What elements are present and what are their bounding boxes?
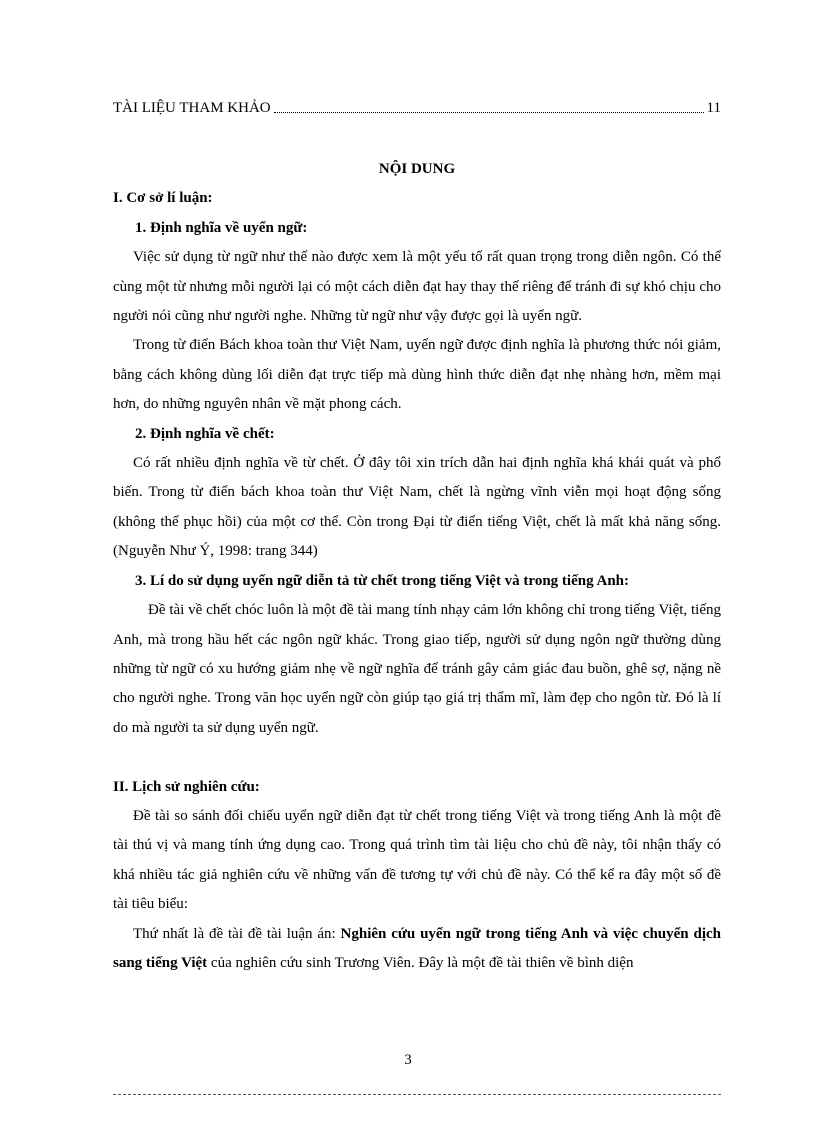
body-text [113, 155, 721, 978]
s2-heading: 2. Định nghĩa về chết: [135, 425, 275, 442]
toc-title: TÀI LIỆU THAM KHẢO [113, 100, 271, 116]
p2-lead: Thứ nhất là đề tài đề tài luận án: [133, 925, 341, 942]
s2-paragraph-1: Có rất nhiều định nghĩa về từ chết. Ở đây tôi xin trích dẫn hai định nghĩa khá khái quát và phổ biến. Trong từ điển bách khoa toàn thư Việt Nam, chết là ngừng vĩnh viễn mọi hoạt động sống (không thể phục hồi) của một cơ thể. Còn trong Đại từ điển tiếng Việt, chết là mất khả năng sống. (Nguyễn Như Ý, 1998: trang 344) [113, 455, 721, 560]
s3-paragraph-1: Đề tài về chết chóc luôn là một đề tài mang tính nhạy cảm lớn không chỉ trong tiếng Việt, tiếng Anh, mà trong hầu hết các ngôn ngữ khác. Trong giao tiếp, người sử dụng ngôn ngữ thường dùng những từ ngữ có xu hướng giảm nhẹ về ngữ nghĩa để tránh gây cảm giác đau buồn, ghê sợ, nặng nề cho người nghe. Trong văn học uyển ngữ còn giúp tạo giá trị thẩm mĩ, làm đẹp cho ngôn từ. Đó là lí do mà người ta sử dụng uyển ngữ. [113, 602, 721, 736]
toc-leader-dots [274, 112, 704, 113]
part2-paragraph-1: Đề tài so sánh đối chiếu uyển ngữ diễn đạt từ chết trong tiếng Việt và trong tiếng Anh là một đề tài thú vị và mang tính ứng dụng cao. Trong quá trình tìm tài liệu cho chủ đề này, tôi nhận thấy có khá nhiều tác giả nghiên cứu về những vấn đề tương tự với chủ đề này. Có thể kể ra đây một số đề tài tiêu biểu: [113, 807, 721, 913]
p2-tail: của nghiên cứu sinh Trương Viên. Đây là một đề tài thiên về bình diện [207, 954, 634, 971]
part2-paragraph-2 [113, 920, 721, 979]
p2-thesis-title: Nghiên cứu uyển ngữ trong tiếng Anh và việc chuyển dịch sang tiếng Việt [113, 925, 721, 971]
footer-rule [113, 1094, 721, 1095]
toc-entry [113, 100, 721, 117]
spacer [113, 743, 721, 772]
s3-heading: 3. Lí do sử dụng uyển ngữ diễn tả từ chết trong tiếng Việt và trong tiếng Anh: [135, 572, 630, 589]
s1-heading: 1. Định nghĩa về uyển ngữ: [135, 219, 308, 236]
s1-paragraph-2: Trong từ điển Bách khoa toàn thư Việt Nam, uyển ngữ được định nghĩa là phương thức nói giảm, bằng cách không dùng lối diễn đạt trực tiếp mà dùng hình thức diễn đạt nhẹ nhàng hơn, mềm mại hơn, do những nguyên nhân về mặt phong cách. [113, 337, 721, 413]
section-title: NỘI DUNG [378, 161, 456, 177]
s1-paragraph-1: Việc sử dụng từ ngữ như thế nào được xem là một yếu tố rất quan trọng trong diễn ngôn. Có thể cùng một từ nhưng mỗi người lại có một cách diễn đạt hay thay thế riêng để tránh đi sự khó chịu cho người nói cũng như người nghe. Những từ ngữ như vậy được gọi là uyển ngữ. [113, 249, 721, 325]
toc-page-number: 11 [706, 100, 721, 116]
page-number: 3 [404, 1052, 412, 1068]
part2-heading: II. Lịch sử nghiên cứu: [113, 778, 260, 795]
part1-heading: I. Cơ sở lí luận: [113, 190, 213, 207]
